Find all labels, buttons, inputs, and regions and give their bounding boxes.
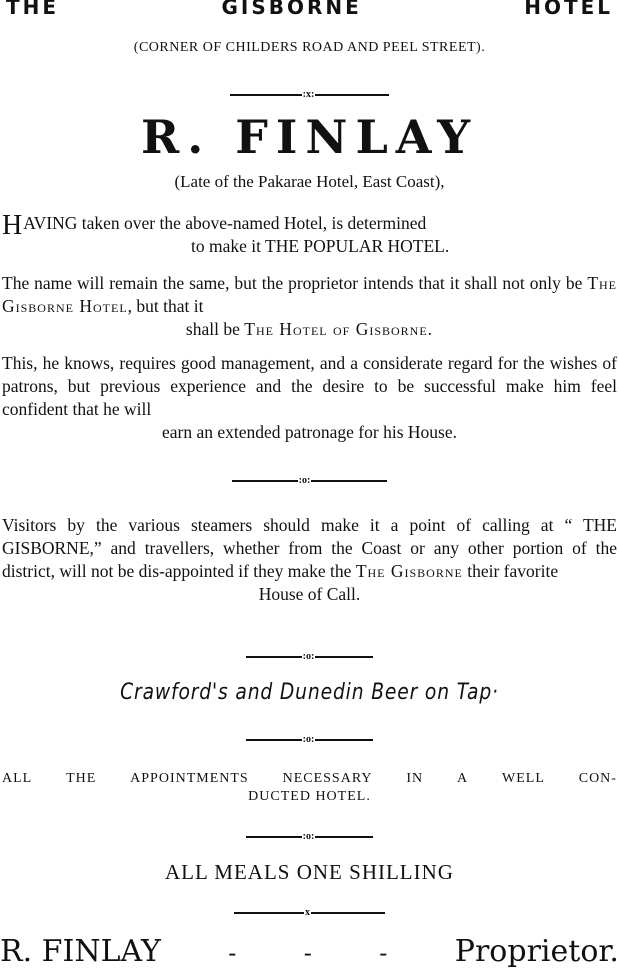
headline-word-gisborne: GISBORNE	[221, 0, 362, 19]
footer-proprietor-title: Proprietor.	[454, 934, 619, 969]
paragraph-taken-over-line2: to make it THE POPULAR HOTEL.	[190, 236, 450, 256]
divider-rule	[0, 88, 619, 102]
appointments-word: A	[457, 771, 469, 786]
gisborne-smallcaps: The Gisborne	[355, 561, 463, 581]
divider-mark: :o:	[302, 734, 315, 745]
appointments-word: ALL	[2, 771, 33, 786]
footer-dash: -	[379, 939, 388, 967]
divider-bar-right	[315, 836, 373, 838]
footer-dash: -	[228, 939, 237, 967]
divider-bar-right	[311, 480, 387, 482]
divider-rule	[0, 733, 619, 747]
paragraph-name-remain-center	[2, 318, 617, 341]
divider-rule	[0, 474, 619, 488]
paragraph-name-remain-text2: , but that it	[127, 296, 204, 316]
headline-word-the: THE	[6, 0, 60, 19]
paragraph-name-remain	[2, 272, 617, 341]
paragraph-visitors-center: House of Call.	[258, 584, 361, 604]
paragraph-visitors	[2, 514, 617, 606]
divider-bar-left	[246, 656, 302, 658]
paragraph-taken-over-line1: AVING taken over the above-named Hotel, is determined	[23, 213, 427, 233]
appointments-word: NECESSARY	[282, 771, 373, 786]
divider-rule	[0, 650, 619, 664]
appointments-word: APPOINTMENTS	[130, 771, 249, 786]
paragraph-taken-over	[2, 212, 617, 258]
appointments-word: IN	[406, 771, 424, 786]
divider-bar-left	[234, 912, 304, 914]
appointments-notice	[2, 770, 617, 806]
footer-dash: -	[303, 939, 312, 967]
appointments-line1	[2, 770, 617, 788]
divider-mark: :o:	[298, 475, 311, 486]
proprietor-name-heading: R. FINLAY	[140, 110, 479, 164]
meals-price-line: ALL MEALS ONE SHILLING	[165, 860, 454, 884]
divider-rule	[0, 906, 619, 920]
divider-bar-right	[315, 656, 373, 658]
appointments-word: CON-	[578, 771, 617, 786]
divider-bar-left	[246, 739, 302, 741]
appointments-word: WELL	[502, 771, 545, 786]
paragraph-visitors-text: Visitors by the various steamers should make it a point of calling at “ THE GISBORNE,” and travellers, whether from the Coast or any other portion of the district, will not be dis-appointed if they make the	[2, 515, 617, 581]
divider-bar-right	[315, 94, 389, 96]
paragraph-name-remain-text: The name will remain the same, but the proprietor intends that it shall not only be	[2, 273, 583, 293]
former-hotel-note: (Late of the Pakarae Hotel, East Coast),	[174, 172, 445, 191]
hotel-of-gisborne-smallcaps: The Hotel of Gisborne.	[244, 319, 434, 339]
divider-bar-left	[232, 480, 298, 482]
footer-signature	[0, 934, 619, 974]
divider-mark: :o:	[302, 831, 315, 842]
paragraph-visitors-text2: their favorite	[467, 561, 559, 581]
divider-mark: x	[305, 907, 310, 918]
appointments-word: THE	[66, 771, 97, 786]
drop-cap: H	[2, 210, 23, 241]
paragraph-management-center: earn an extended patronage for his House.	[162, 422, 457, 442]
paragraph-management	[2, 352, 617, 444]
divider-mark: :o:	[302, 651, 315, 662]
divider-bar-left	[246, 836, 302, 838]
shall-be-text: shall be	[185, 319, 240, 339]
footer-proprietor-name: R. FINLAY	[0, 934, 161, 969]
divider-bar-right	[311, 912, 385, 914]
address-subtitle: (CORNER OF CHILDERS ROAD AND PEEL STREET).	[133, 40, 486, 55]
hotel-headline	[0, 0, 619, 21]
divider-rule	[0, 830, 619, 844]
appointments-line2: DUCTED HOTEL.	[248, 789, 371, 804]
hotel-name-smallcaps: The Gisborne Hotel	[2, 273, 618, 316]
divider-mark: :x:	[302, 89, 315, 100]
paragraph-management-text: This, he knows, requires good management, and a considerate regard for the wishes of patrons, but previous experience and the desire to be successful make him feel confident that he will	[2, 353, 617, 419]
divider-bar-left	[230, 94, 302, 96]
beer-on-tap-line: Crawford's and Dunedin Beer on Tap·	[120, 680, 499, 705]
headline-word-hotel: HOTEL	[524, 0, 613, 19]
divider-bar-right	[315, 739, 373, 741]
